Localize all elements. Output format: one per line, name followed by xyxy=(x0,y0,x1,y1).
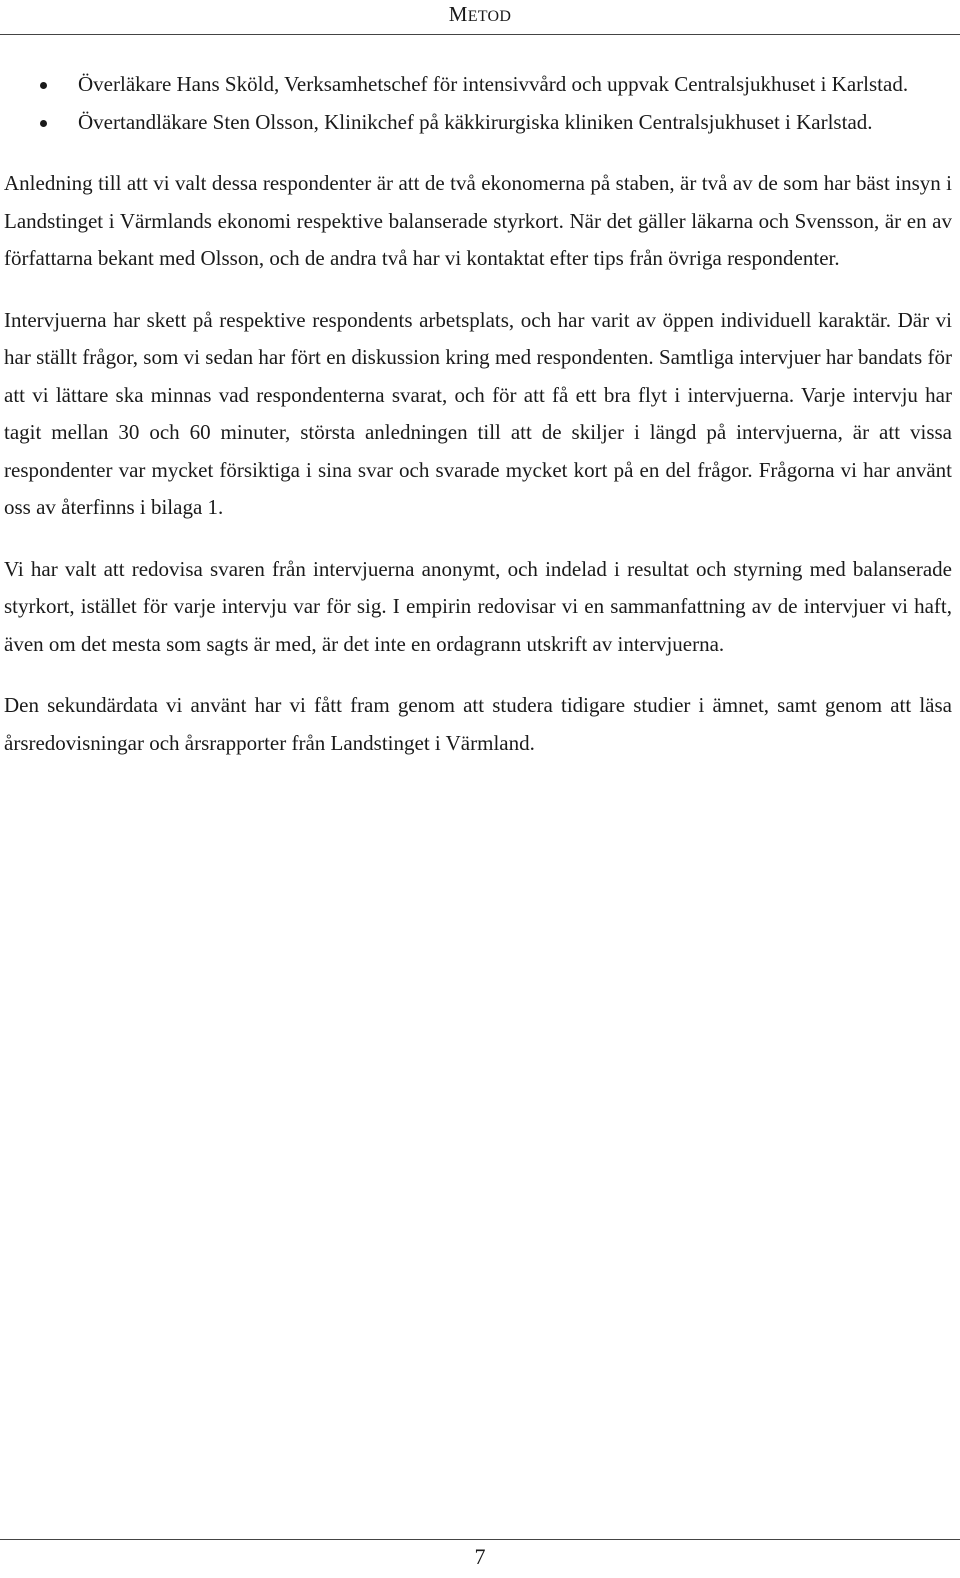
list-item-text: Övertandläkare Sten Olsson, Klinikchef på käkkirurgiska kliniken Centralsjukhuset i Karlstad. xyxy=(78,109,873,134)
list-item xyxy=(4,66,952,104)
section-title-initial: M xyxy=(448,2,468,26)
paragraph-respondent-selection: Anledning till att vi valt dessa respondenter är att de två ekonomerna på staben, är två av de som har bäst insyn i Landstinget i Värmlands ekonomi respektive balanserade styrkort. När det gäller läkarna och Svensson, är en av författarna bekant med Olsson, och de andra två har vi kontaktat efter tips från övriga respondenter. xyxy=(4,171,952,270)
bullet-icon xyxy=(40,82,47,89)
paragraph-presentation: Vi har valt att redovisa svaren från intervjuerna anonymt, och indelad i resultat och styrning med balanserade styrkort, istället för varje intervju var för sig. I empirin redovisar vi en sammanfattning av de intervjuer vi haft, även om det mesta som sagts är med, är det inte en ordagrann utskrift av intervjuerna. xyxy=(4,556,952,656)
page-number: 7 xyxy=(474,1544,486,1569)
paragraph-interview-method: Intervjuerna har skett på respektive respondents arbetsplats, och har varit av öppen individuell karaktär. Där vi har ställt frågor, som vi sedan har fört en diskussion kring med respondenten. Samtliga intervjuer har bandats för att vi lättare ska minnas vad respondenterna svarat, och för att få ett bra flyt i intervjuerna. Varje intervju har tagit mellan 30 och 60 minuter, största anledningen till att de skiljer i längd på intervjuerna, är att vissa respondenter var mycket försiktiga i sina svar och svarade mycket kort på en del frågor. Frågorna vi har använt oss av återfinns i bilaga 1. xyxy=(4,307,952,519)
list-item-text: Överläkare Hans Sköld, Verksamhetschef för intensivvård och uppvak Centralsjukhuset i Karlstad. xyxy=(78,72,909,96)
list-item xyxy=(4,104,952,142)
section-title xyxy=(0,2,960,27)
bullet-icon xyxy=(40,120,47,127)
page-footer xyxy=(0,1539,960,1578)
section-title-rest: ETOD xyxy=(467,8,512,25)
body-text xyxy=(4,66,952,762)
respondent-list xyxy=(4,66,952,141)
paragraph-secondary-data: Den sekundärdata vi använt har vi fått fram genom att studera tidigare studier i ämnet, samt genom att läsa årsredovisningar och årsrapporter från Landstinget i Värmland. xyxy=(4,693,952,755)
running-header xyxy=(0,0,960,35)
